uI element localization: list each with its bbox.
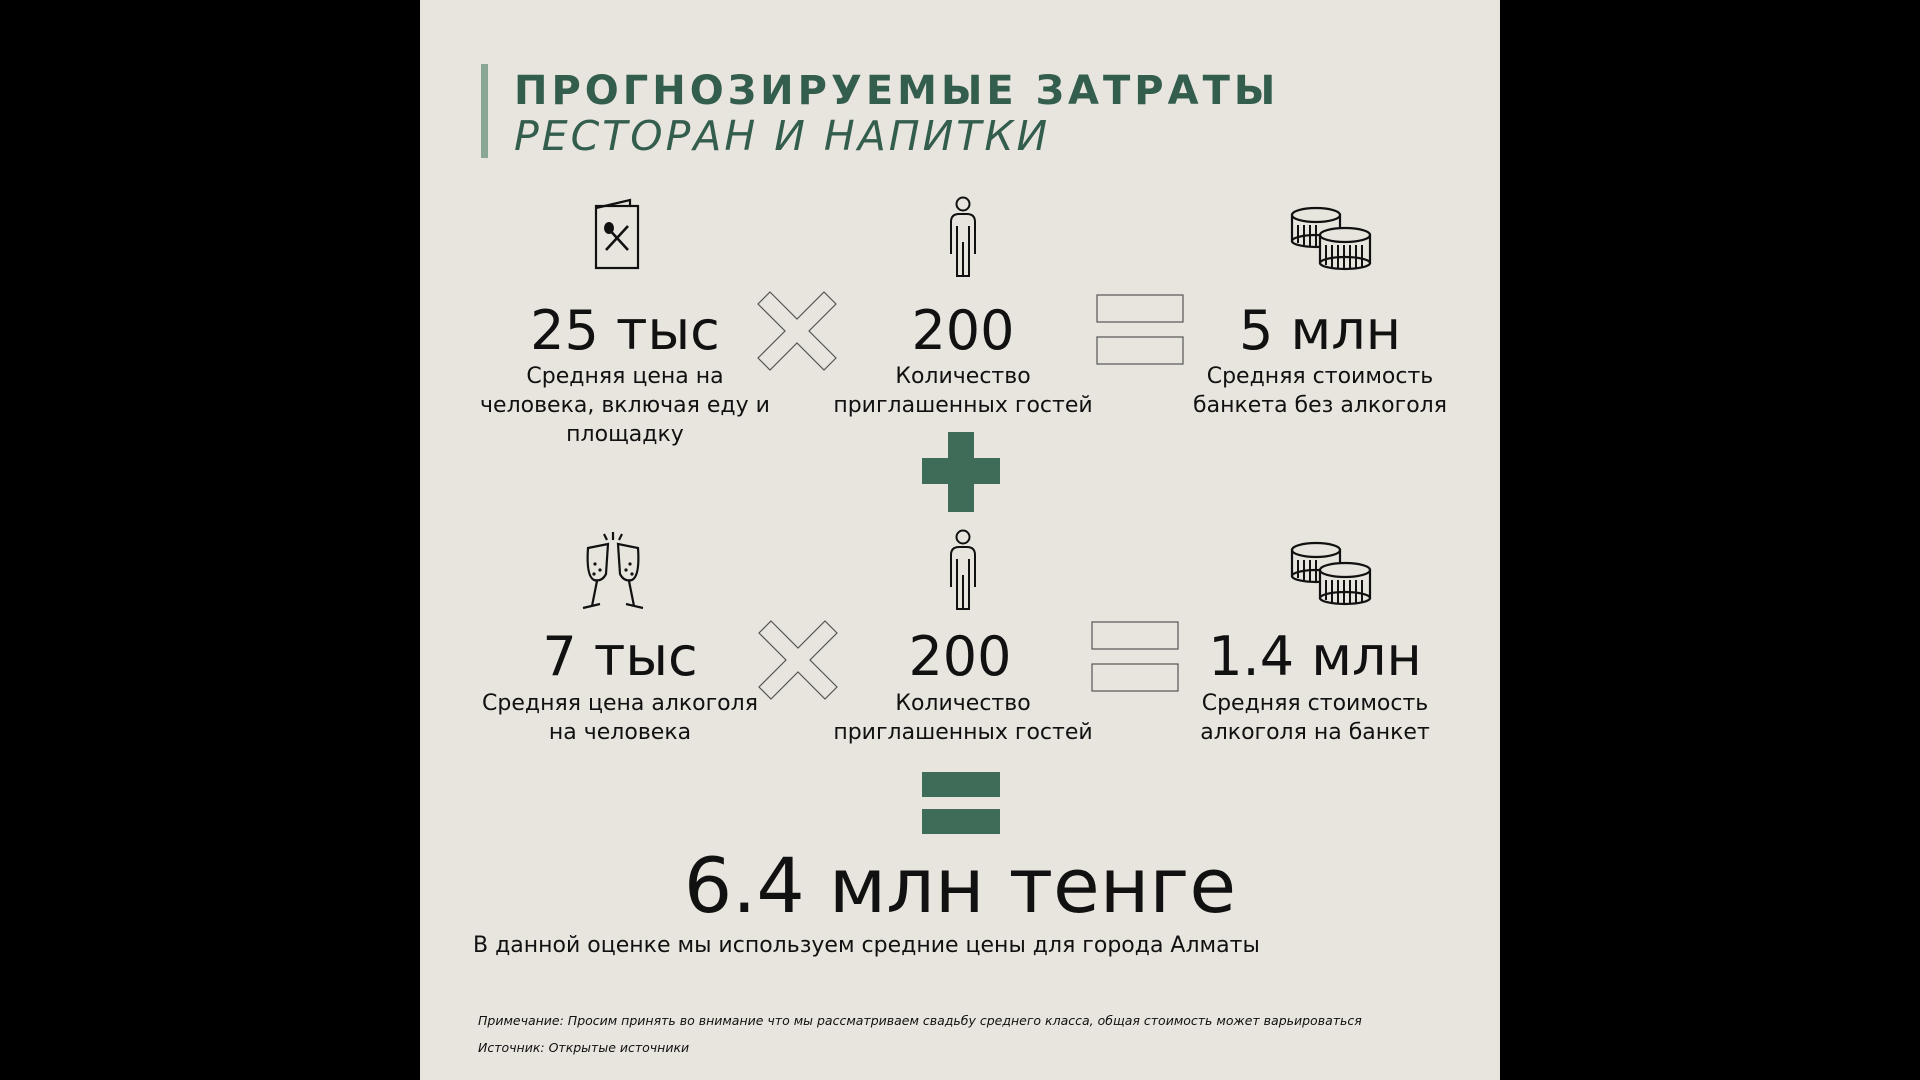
alcohol-price-value: 7 тыс bbox=[542, 625, 698, 688]
person-icon bbox=[943, 529, 983, 611]
alcohol-price-caption: Средняя цена алкоголя на человека bbox=[482, 691, 758, 745]
multiply-icon bbox=[756, 290, 838, 372]
title-accent-bar bbox=[481, 64, 488, 158]
equals-icon bbox=[1096, 294, 1184, 366]
footer-note: Примечание: Просим принять во внимание что мы рассматриваем свадьбу среднего класса, общая стоимость может варьироваться bbox=[478, 1013, 1362, 1028]
price-per-person-value: 25 тыс bbox=[530, 299, 720, 362]
coins-icon bbox=[1290, 540, 1374, 610]
total-cost: 6.4 млн тенге bbox=[683, 841, 1237, 930]
equals-icon bbox=[1091, 621, 1179, 693]
plus-icon bbox=[922, 432, 1000, 512]
menu-icon bbox=[590, 198, 644, 272]
footer-source: Источник: Открытые источники bbox=[478, 1040, 690, 1055]
infographic-card bbox=[420, 0, 1500, 1080]
price-per-person-caption: Средняя цена на человека, включая еду и площадку bbox=[480, 364, 770, 447]
page-title: ПРОГНОЗИРУЕМЫЕ ЗАТРАТЫ bbox=[514, 68, 1280, 114]
banquet-cost-value: 5 млн bbox=[1238, 299, 1402, 362]
person-icon bbox=[943, 196, 983, 278]
guests-count-caption: Количество приглашенных гостей bbox=[833, 691, 1093, 745]
alcohol-cost-caption: Средняя стоимость алкоголя на банкет bbox=[1200, 691, 1430, 745]
estimate-explanation: В данной оценке мы используем средние цены для города Алматы bbox=[473, 933, 1260, 958]
banquet-cost-caption: Средняя стоимость банкета без алкоголя bbox=[1193, 364, 1447, 418]
champagne-glasses-icon bbox=[580, 530, 646, 614]
page-subtitle: РЕСТОРАН И НАПИТКИ bbox=[514, 112, 1051, 160]
guests-count-caption: Количество приглашенных гостей bbox=[833, 364, 1093, 418]
total-equals-icon bbox=[922, 772, 1000, 834]
guests-count-value: 200 bbox=[911, 299, 1015, 362]
guests-count-value: 200 bbox=[908, 625, 1012, 688]
alcohol-cost-value: 1.4 млн bbox=[1208, 625, 1422, 688]
coins-icon bbox=[1290, 205, 1374, 275]
